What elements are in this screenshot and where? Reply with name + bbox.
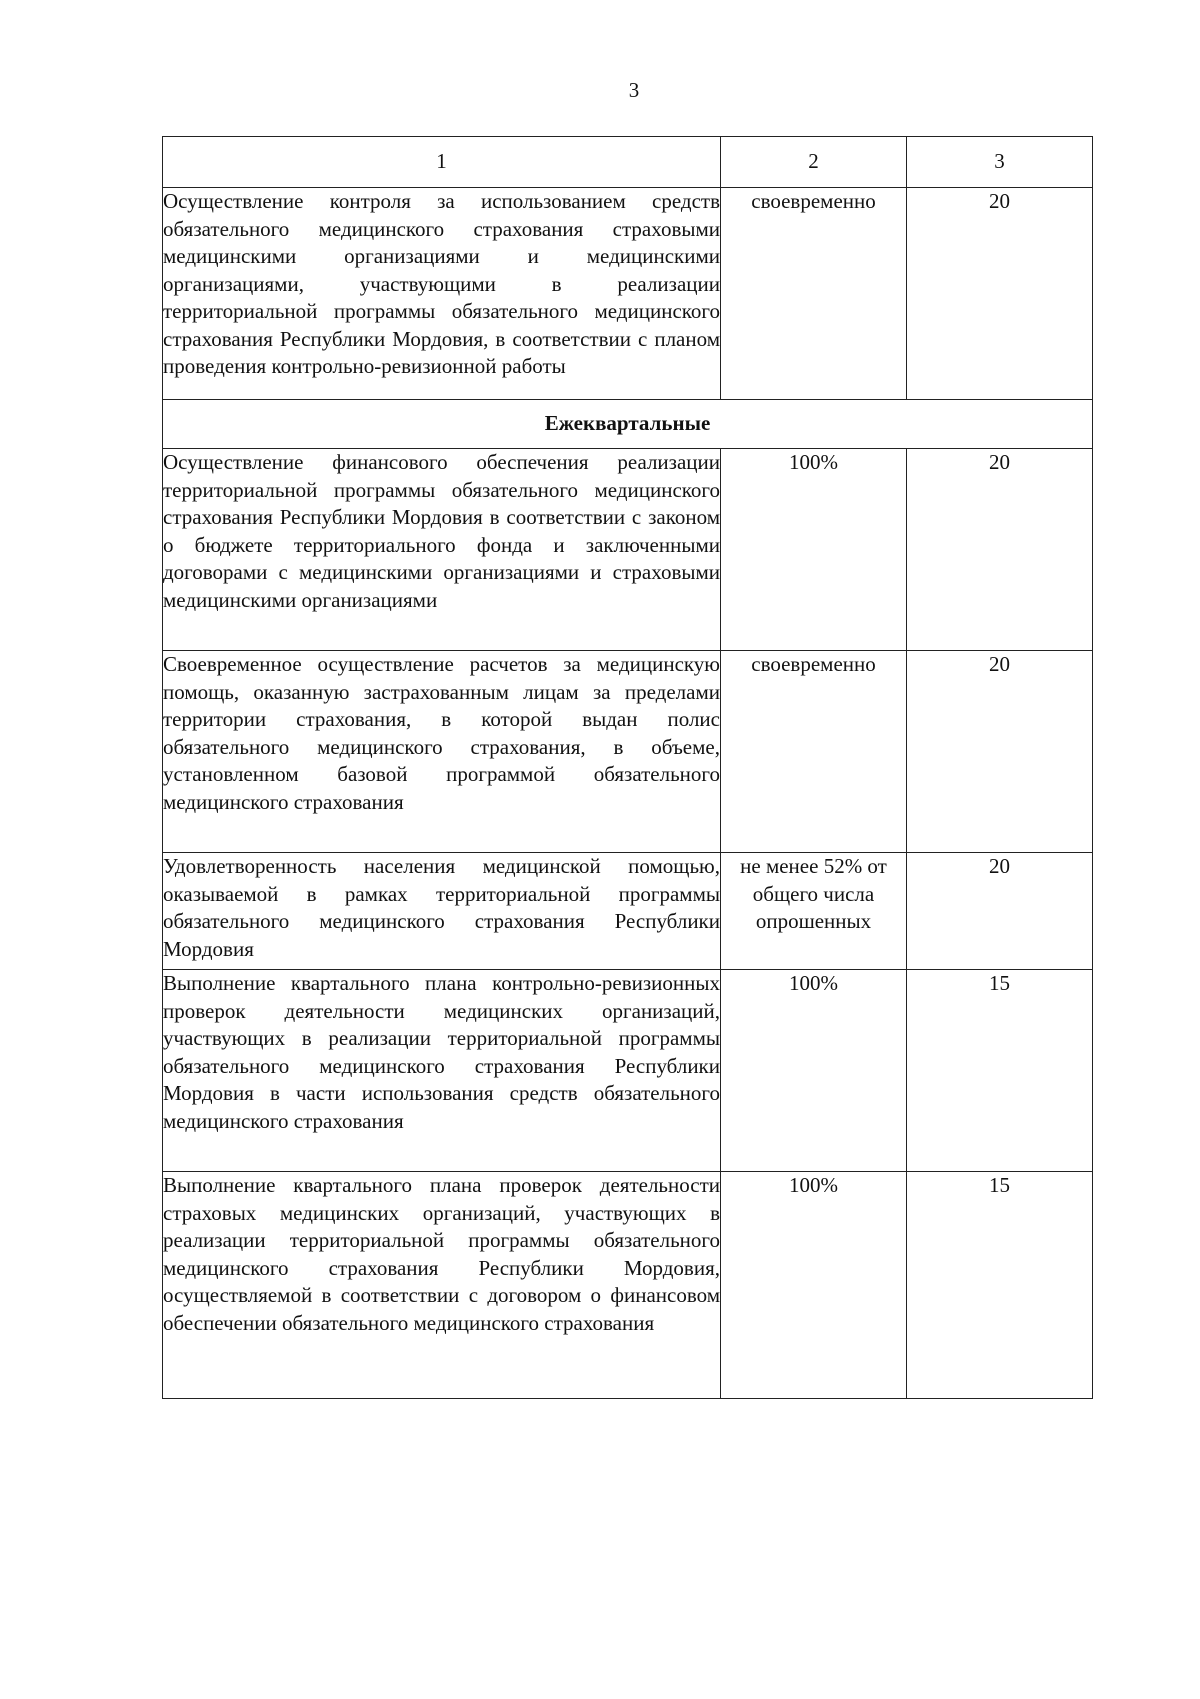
norm-cell: 100% bbox=[721, 970, 907, 1172]
table-row bbox=[163, 1172, 1093, 1399]
section-title: Ежеквартальные bbox=[163, 400, 1093, 449]
page-number: 3 bbox=[628, 78, 640, 102]
indicator-cell: Осуществление контроля за использованием средств обязательного медицинского страхования страховыми медицинскими организациями и медицинскими организациями, участвующими в реализации территориальной программы обязательного медицинского страхования Республики Мордовия, в соответствии с планом проведения контрольно-ревизионной работы bbox=[163, 188, 721, 400]
table-row bbox=[163, 853, 1093, 970]
table-row bbox=[163, 970, 1093, 1172]
norm-cell: своевременно bbox=[721, 188, 907, 400]
column-header-2: 2 bbox=[721, 137, 907, 188]
indicator-cell: Выполнение квартального плана проверок деятельности страховых медицинских организаций, участвующих в реализации территориальной программы обязательного медицинского страхования Республики Мордовия, осуществляемой в соответствии с договором о финансовом обеспечении обязательного медицинского страхования bbox=[163, 1172, 721, 1399]
score-cell: 20 bbox=[907, 188, 1093, 400]
score-cell: 15 bbox=[907, 1172, 1093, 1399]
section-header-row bbox=[163, 400, 1093, 449]
indicator-cell: Выполнение квартального плана контрольно-ревизионных проверок деятельности медицинских организаций, участвующих в реализации территориальной программы обязательного медицинского страхования Республики Мордовия в части использования средств обязательного медицинского страхования bbox=[163, 970, 721, 1172]
table-header-row bbox=[163, 137, 1093, 188]
column-header-1: 1 bbox=[163, 137, 721, 188]
score-cell: 20 bbox=[907, 651, 1093, 853]
indicators-table bbox=[162, 136, 1093, 1399]
table-row bbox=[163, 449, 1093, 651]
column-header-3: 3 bbox=[907, 137, 1093, 188]
norm-cell: 100% bbox=[721, 1172, 907, 1399]
score-cell: 15 bbox=[907, 970, 1093, 1172]
norm-cell: своевременно bbox=[721, 651, 907, 853]
score-cell: 20 bbox=[907, 449, 1093, 651]
indicator-cell: Своевременное осуществление расчетов за медицинскую помощь, оказанную застрахованным лицам за пределами территории страхования, в которой выдан полис обязательного медицинского страхования, в объеме, установленном базовой программой обязательного медицинского страхования bbox=[163, 651, 721, 853]
norm-cell: не менее 52% от общего числа опрошенных bbox=[721, 853, 907, 970]
norm-cell: 100% bbox=[721, 449, 907, 651]
indicator-cell: Осуществление финансового обеспечения реализации территориальной программы обязательного медицинского страхования Республики Мордовия в соответствии с законом о бюджете территориального фонда и заключенными договорами с медицинскими организациями и страховыми медицинскими организациями bbox=[163, 449, 721, 651]
indicator-cell: Удовлетворенность населения медицинской помощью, оказываемой в рамках территориальной программы обязательного медицинского страхования Республики Мордовия bbox=[163, 853, 721, 970]
table-row bbox=[163, 651, 1093, 853]
table-row bbox=[163, 188, 1093, 400]
score-cell: 20 bbox=[907, 853, 1093, 970]
